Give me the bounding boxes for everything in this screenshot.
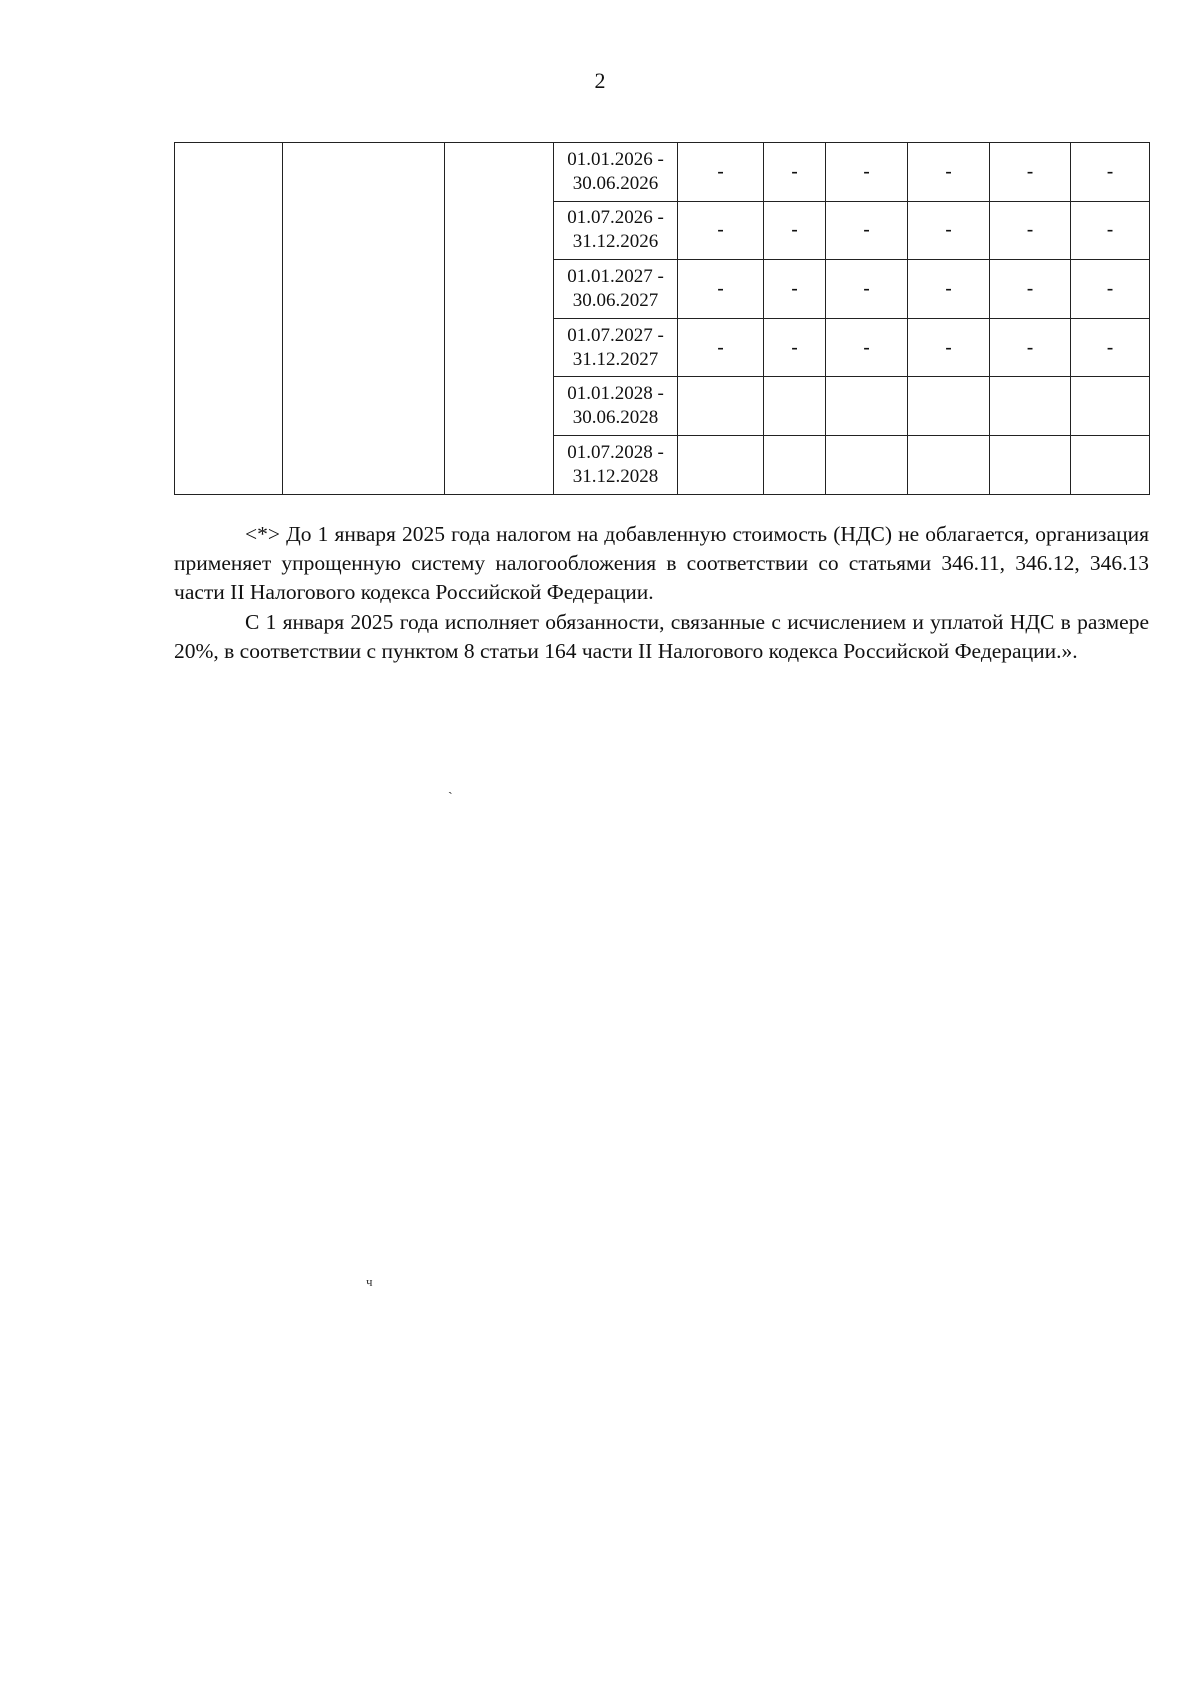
value-cell — [826, 377, 908, 436]
value-cell — [908, 377, 990, 436]
merged-cell-2 — [283, 143, 445, 495]
value-cell: - — [908, 201, 990, 260]
value-cell: - — [1071, 318, 1150, 377]
value-cell — [1071, 435, 1150, 494]
value-cell: - — [1071, 143, 1150, 202]
value-cell: - — [678, 201, 764, 260]
merged-cell-3 — [445, 143, 554, 495]
value-cell: - — [678, 143, 764, 202]
period-cell: 01.07.2026 - 31.12.2026 — [554, 201, 678, 260]
value-cell — [990, 377, 1071, 436]
stray-mark: ч — [366, 1274, 373, 1289]
page-number: 2 — [594, 68, 606, 93]
value-cell — [764, 435, 826, 494]
value-cell: - — [678, 260, 764, 319]
value-cell: - — [990, 318, 1071, 377]
value-cell: - — [826, 143, 908, 202]
period-cell: 01.07.2028 - 31.12.2028 — [554, 435, 678, 494]
stray-mark: ˏ — [448, 780, 453, 795]
value-cell: - — [908, 260, 990, 319]
value-cell: - — [826, 201, 908, 260]
value-cell: - — [764, 201, 826, 260]
value-cell — [678, 377, 764, 436]
value-cell: - — [678, 318, 764, 377]
value-cell — [908, 435, 990, 494]
value-cell: - — [764, 318, 826, 377]
period-cell: 01.01.2027 - 30.06.2027 — [554, 260, 678, 319]
tariff-table — [174, 142, 1150, 495]
value-cell — [1071, 377, 1150, 436]
period-cell: 01.01.2026 - 30.06.2026 — [554, 143, 678, 202]
footnote-paragraph: <*> До 1 января 2025 года налогом на добавленную стоимость (НДС) не облагается, организация применяет упрощенную систему налогообложения в соответствии со статьями 346.11, 346.12, 346.13 части II Налогового кодекса Российской Федерации. — [174, 522, 1149, 604]
value-cell: - — [908, 318, 990, 377]
value-cell — [764, 377, 826, 436]
value-cell — [826, 435, 908, 494]
value-cell: - — [908, 143, 990, 202]
table-row — [175, 143, 1150, 202]
value-cell: - — [826, 318, 908, 377]
value-cell: - — [1071, 201, 1150, 260]
value-cell: - — [990, 260, 1071, 319]
period-cell: 01.07.2027 - 31.12.2027 — [554, 318, 678, 377]
value-cell — [990, 435, 1071, 494]
value-cell: - — [990, 201, 1071, 260]
value-cell — [678, 435, 764, 494]
tariff-table-body — [175, 143, 1150, 495]
footnote-block — [174, 520, 1149, 667]
value-cell: - — [764, 143, 826, 202]
footnote-paragraph: С 1 января 2025 года исполняет обязанности, связанные с исчислением и уплатой НДС в размере 20%, в соответствии с пунктом 8 статьи 164 части II Налогового кодекса Российской Федерации.». — [174, 610, 1149, 663]
merged-cell-1 — [175, 143, 283, 495]
value-cell: - — [990, 143, 1071, 202]
period-cell: 01.01.2028 - 30.06.2028 — [554, 377, 678, 436]
value-cell: - — [826, 260, 908, 319]
value-cell: - — [1071, 260, 1150, 319]
value-cell: - — [764, 260, 826, 319]
